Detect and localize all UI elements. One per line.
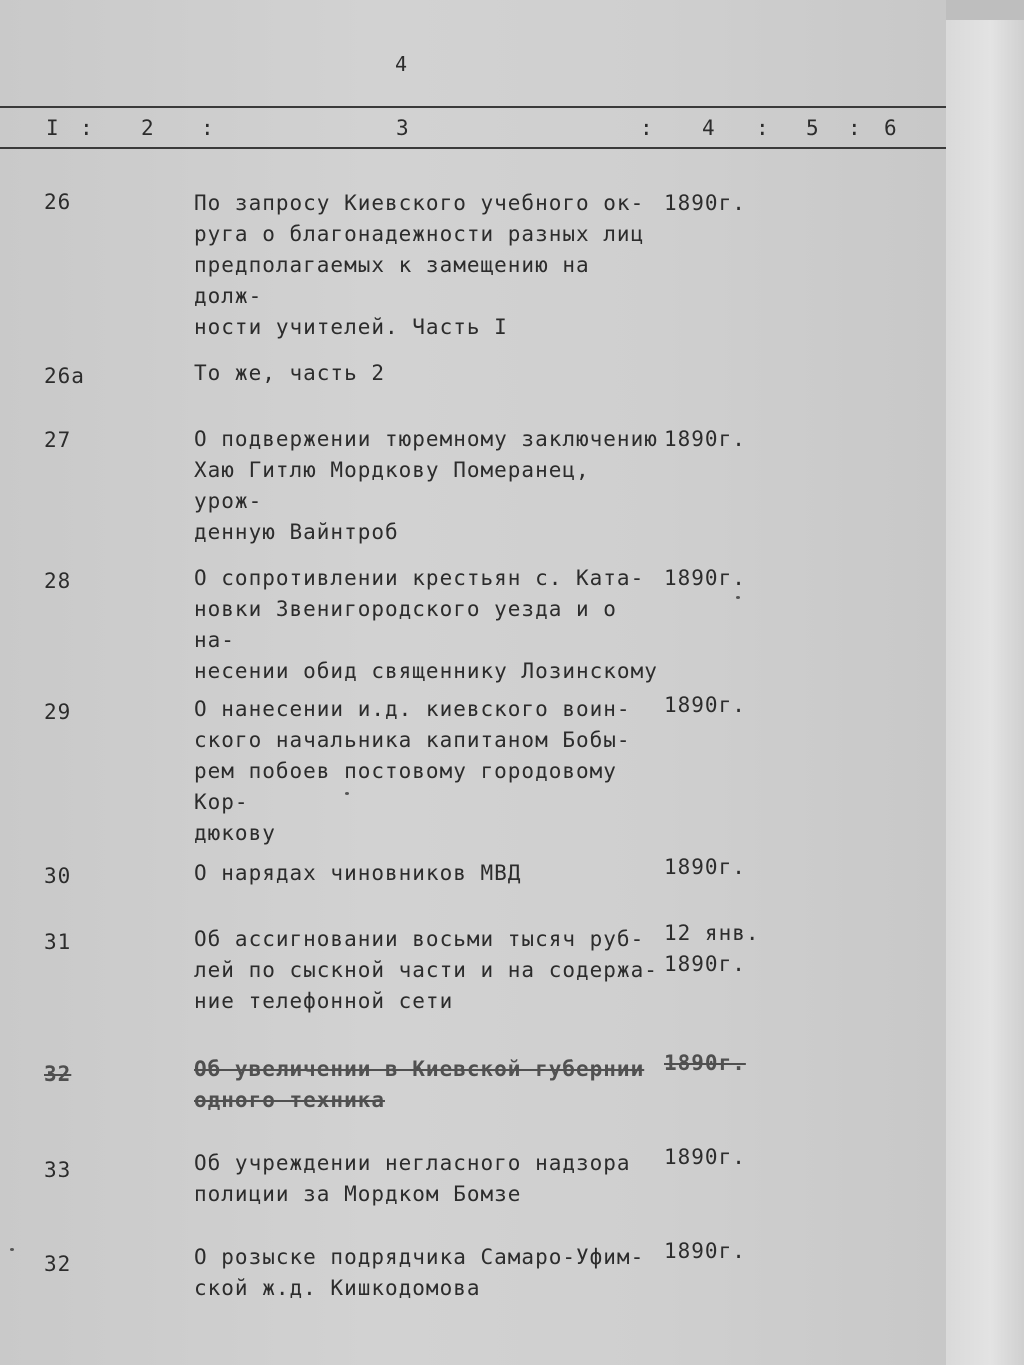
entry-number: 33 bbox=[44, 1158, 72, 1182]
scan-speck bbox=[345, 792, 349, 795]
entry-number: 31 bbox=[44, 930, 72, 954]
header-rule-top bbox=[0, 106, 946, 108]
entry-title: Об ассигновании восьми тысяч руб- лей по сыскной части и на содержа- ние телефонной сети bbox=[194, 927, 658, 1013]
column-header-4: 4 bbox=[702, 116, 716, 140]
entry-title: О сопротивлении крестьян с. Ката- новки Звенигородского уезда и о на- несении обид священнику Лозинскому bbox=[194, 566, 658, 683]
entry-title: О нарядах чиновников МВД bbox=[194, 861, 522, 885]
column-header-3: 3 bbox=[396, 116, 410, 140]
header-rule-bottom bbox=[0, 147, 946, 149]
entry-date: 1890г. bbox=[664, 191, 746, 215]
entry-title: По запросу Киевского учебного ок- руга о благонадежности разных лиц предполагаемых к замещению на долж- ности учителей. Часть I bbox=[194, 191, 645, 339]
column-header-6: 6 bbox=[884, 116, 898, 140]
column-header-5: 5 bbox=[806, 116, 820, 140]
column-separator: : bbox=[756, 116, 770, 140]
entry-number: 29 bbox=[44, 700, 72, 724]
entry-number: 27 bbox=[44, 428, 72, 452]
column-header-2: 2 bbox=[141, 116, 155, 140]
entry-title: О подвержении тюремному заключению Хаю Гитлю Мордкову Померанец, урож- денную Вайнтроб bbox=[194, 427, 658, 544]
entry-number: 26 bbox=[44, 190, 72, 214]
entry-title: О розыске подрядчика Самаро-Уфим- ской ж.д. Кишкодомова bbox=[194, 1245, 645, 1300]
column-separator: : bbox=[640, 116, 654, 140]
entry-date: 1890г. bbox=[664, 693, 746, 717]
entry-title: Об увеличении в Киевской губернии одного техника bbox=[194, 1057, 645, 1112]
scan-speck bbox=[736, 596, 740, 599]
entry-date: 1890г. bbox=[664, 566, 746, 590]
entry-title: То же, часть 2 bbox=[194, 361, 386, 385]
underlying-page bbox=[938, 20, 1024, 1365]
column-header-1: I bbox=[46, 116, 60, 140]
entry-date: 1890г. bbox=[664, 1239, 746, 1263]
entry-date: 1890г. bbox=[664, 427, 746, 451]
column-separator: : bbox=[80, 116, 94, 140]
entry-number: 28 bbox=[44, 569, 72, 593]
entry-number: 32 bbox=[44, 1252, 72, 1276]
entry-date: 1890г. bbox=[664, 855, 746, 879]
entry-number: 26а bbox=[44, 364, 85, 388]
entry-number: 30 bbox=[44, 864, 72, 888]
column-separator: : bbox=[848, 116, 862, 140]
entry-title: Об учреждении негласного надзора полиции за Мордком Бомзе bbox=[194, 1151, 631, 1206]
column-separator: : bbox=[201, 116, 215, 140]
page-number: 4 bbox=[395, 52, 409, 76]
entry-date: 1890г. bbox=[664, 1051, 746, 1075]
entry-date: 1890г. bbox=[664, 1145, 746, 1169]
entry-title: О нанесении и.д. киевского воин- ского начальника капитаном Бобы- рем побоев постовому городовому Кор- дюкову bbox=[194, 697, 631, 845]
scan-speck bbox=[10, 1248, 14, 1251]
entry-number: 32 bbox=[44, 1062, 72, 1086]
entry-date: 12 янв. 1890г. bbox=[664, 921, 760, 976]
